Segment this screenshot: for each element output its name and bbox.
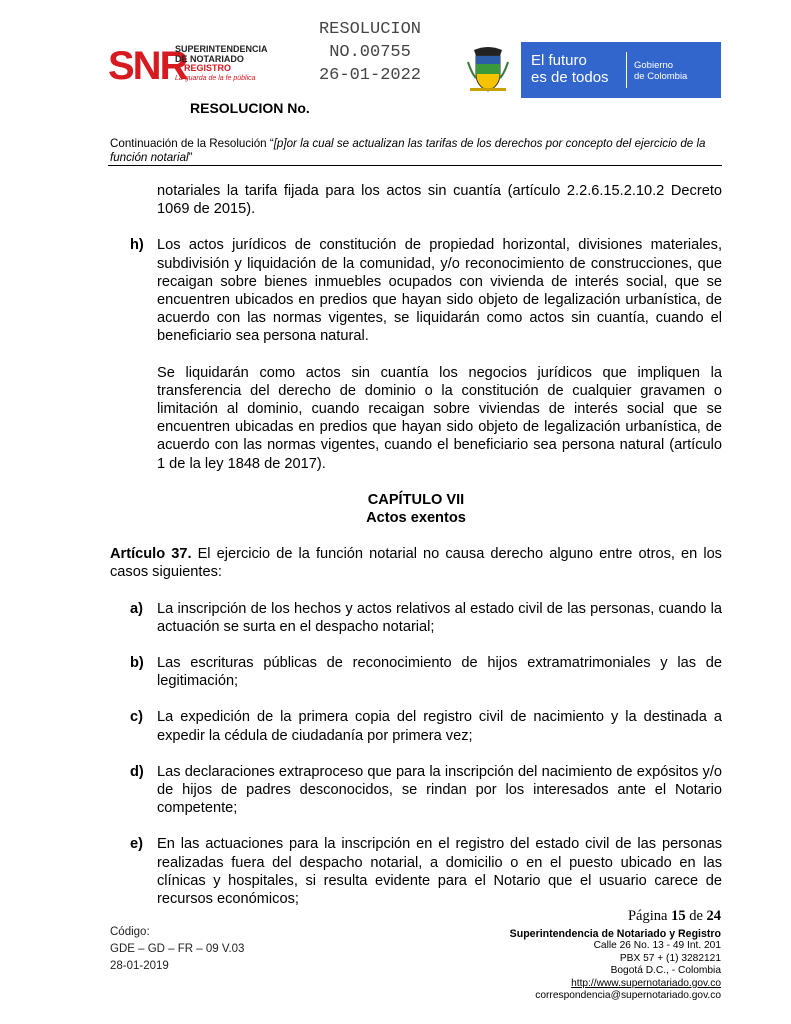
stamp-line-2: NO.00755 xyxy=(329,43,411,62)
page-current: 15 xyxy=(671,908,686,924)
gov-banner xyxy=(521,42,721,98)
list-item-text: La expedición de la primera copia del registro civil de nacimiento y la destinada a expedir la cédula de ciudadanía por primera vez; xyxy=(157,709,722,744)
list-item-a xyxy=(110,600,722,636)
chapter-heading xyxy=(110,491,722,527)
website-link[interactable]: http://www.supernotariado.gov.co xyxy=(571,977,721,989)
snr-logo-line-2: DE NOTARIADO xyxy=(175,53,244,64)
article-label: Artículo 37. xyxy=(110,546,192,563)
document-code-block xyxy=(110,924,244,975)
list-item-label: a) xyxy=(130,600,143,617)
contact-block xyxy=(510,907,721,1002)
codigo-date: 28-01-2019 xyxy=(110,960,169,972)
snr-logo xyxy=(108,44,268,92)
stamp-line-3: 26-01-2022 xyxy=(318,66,422,85)
snr-logo-text xyxy=(175,45,268,83)
page-de: de xyxy=(689,908,703,924)
list-item-label: d) xyxy=(130,763,144,780)
email: correspondencia@supernotariado.gov.co xyxy=(535,990,721,1002)
list-item-c xyxy=(110,708,722,744)
gov-name-line-2: de Colombia xyxy=(634,71,688,82)
document-body xyxy=(110,182,722,908)
gobierno-colombia-logo xyxy=(466,42,721,98)
snr-logo-line-3: & REGISTRO xyxy=(175,63,232,73)
phone: PBX 57 + (1) 3282121 xyxy=(619,952,721,964)
header-divider xyxy=(108,165,722,166)
chapter-number: CAPÍTULO VII xyxy=(367,491,465,508)
page-number xyxy=(510,907,721,925)
city: Bogotá D.C., - Colombia xyxy=(610,965,721,977)
codigo-value: GDE – GD – FR – 09 V.03 xyxy=(110,943,245,955)
list-item-h xyxy=(110,236,722,345)
article-text: El ejercicio de la función notarial no causa derecho alguno entre otros, en los casos siguientes: xyxy=(110,546,722,581)
address: Calle 26 No. 13 - 49 Int. 201 xyxy=(593,940,721,952)
continuation-prefix: Continuación de la Resolución “ xyxy=(110,137,274,150)
list-item-label: c) xyxy=(130,709,143,726)
list-item-d xyxy=(110,763,722,818)
list-item-text: La inscripción de los hechos y actos relativos al estado civil de las personas, cuando la actuación se surta en el despacho notarial; xyxy=(157,600,722,635)
chapter-title: Actos exentos xyxy=(366,510,466,527)
gov-slogan-line-2: es de todos xyxy=(531,69,609,86)
continuation-suffix: ” xyxy=(188,151,193,164)
resolution-label: RESOLUCION No. xyxy=(190,100,310,116)
item-h-paragraph-2: Se liquidarán como actos sin cuantía los negocios jurídicos que impliquen la transferencia del derecho de dominio o la constitución de cualquier gravamen o limitación al dominio, cuando recaigan sobre viviendas de interés social que se encuentren ubicadas en predios que hayan sido objeto de legalización urbanística, de acuerdo con las normas vigentes, cuando el beneficiario sea persona natural (artículo 1 de la ley 1848 de 2017). xyxy=(157,364,722,472)
gov-name-line-1: Gobierno xyxy=(634,60,674,71)
carryover-paragraph: notariales la tarifa fijada para los actos sin cuantía (artículo 2.2.6.15.2.10.2 Decreto 1069 de 2015). xyxy=(157,183,722,218)
list-item-text: En las actuaciones para la inscripción en el registro del estado civil de las personas realizadas fuera del despacho notarial, a domicilio o en el puesto ubicado en las clínicas y hospitales, si resulta evidente para el Notario que el usuario carece de recursos económicos; xyxy=(157,836,722,908)
resolution-stamp xyxy=(300,18,440,87)
gov-separator xyxy=(626,52,627,88)
list-item-label: e) xyxy=(130,836,143,853)
codigo-label: Código: xyxy=(110,926,150,938)
snr-logo-tagline: La guarda de la fe pública xyxy=(175,74,256,82)
gov-slogan-line-1: El futuro xyxy=(531,52,587,69)
list-item-b xyxy=(110,654,722,690)
article-37 xyxy=(110,545,722,581)
list-item-text: Las declaraciones extraproceso que para la inscripción del nacimiento de expósitos y/o de hijos de padres desconocidos, se rindan por los interesados ante el Notario competente; xyxy=(157,763,722,817)
list-item-label: h) xyxy=(130,237,144,254)
gov-slogan xyxy=(531,52,609,86)
list-item-label: b) xyxy=(130,655,144,672)
coat-of-arms-icon xyxy=(466,44,510,94)
page-word: Página xyxy=(627,908,668,924)
page-total: 24 xyxy=(706,908,721,924)
snr-logo-mark: SNR xyxy=(108,44,187,88)
org-name: Superintendencia de Notariado y Registro xyxy=(509,928,721,940)
list-item-text: Los actos jurídicos de constitución de propiedad horizontal, divisiones materiales, subdivisión y liquidación de la comunidad, y/o reconocimiento de construcciones, que recaigan sobre bienes inmuebles ocupados con vivienda de interés social, que se encuentren ubicados en predios que hayan sido objeto de legalización urbanística, de acuerdo con las normas vigentes, se liquidarán como actos sin cuantía, cuando el beneficiario sea persona natural. xyxy=(157,237,722,345)
list-item-text: Las escrituras públicas de reconocimiento de hijos extramatrimoniales y las de legitimación; xyxy=(157,655,722,690)
gov-name xyxy=(634,60,687,82)
snr-logo-line-1: SUPERINTENDENCIA xyxy=(175,44,268,54)
list-item-e xyxy=(110,835,722,908)
continuation-header xyxy=(110,137,722,165)
continuation-title: [p]or la cual se actualizan las tarifas de los derechos por concepto del ejercicio de la función notarial xyxy=(110,137,706,164)
stamp-line-1: RESOLUCION xyxy=(318,20,422,39)
